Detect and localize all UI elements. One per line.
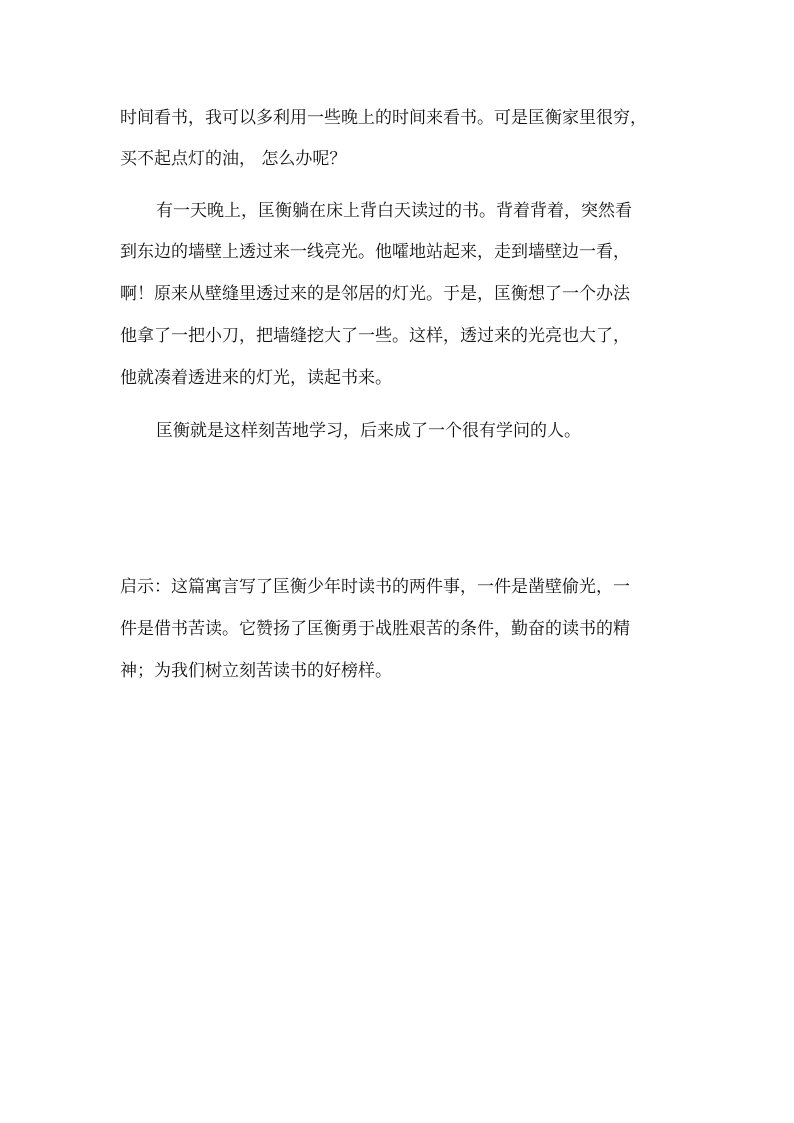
story-paragraph-3-line-1: 匡衡就是这样刻苦地学习，后来成了一个很有学问的人。 [156, 421, 581, 441]
story-paragraph-2-line-3: 啊！原来从壁缝里透过来的是邻居的灯光。于是，匡衡想了一个办法 [120, 284, 630, 304]
story-paragraph-1-line-2: 买不起点灯的油， 怎么办呢？ [120, 149, 347, 169]
story-paragraph-2-line-1: 有一天晚上，匡衡躺在床上背白天读过的书。背着背着，突然看 [156, 201, 632, 221]
story-paragraph-2-line-5: 他就凑着透进来的灯光，读起书来。 [120, 368, 392, 388]
moral-line-1: 启示：这篇寓言写了匡衡少年时读书的两件事，一件是凿壁偷光，一 [120, 577, 630, 597]
moral-line-2: 件是借书苦读。它赞扬了匡衡勇于战胜艰苦的条件，勤奋的读书的精 [120, 619, 630, 639]
moral-line-3: 神；为我们树立刻苦读书的好榜样。 [120, 661, 392, 681]
story-paragraph-2-line-2: 到东边的墙壁上透过来一线亮光。他嚯地站起来，走到墙壁边一看， [120, 242, 630, 262]
story-paragraph-1-line-1: 时间看书，我可以多利用一些晚上的时间来看书。可是匡衡家里很穷， [120, 108, 647, 128]
story-paragraph-2-line-4: 他拿了一把小刀，把墙缝挖大了一些。这样，透过来的光亮也大了， [120, 326, 630, 346]
